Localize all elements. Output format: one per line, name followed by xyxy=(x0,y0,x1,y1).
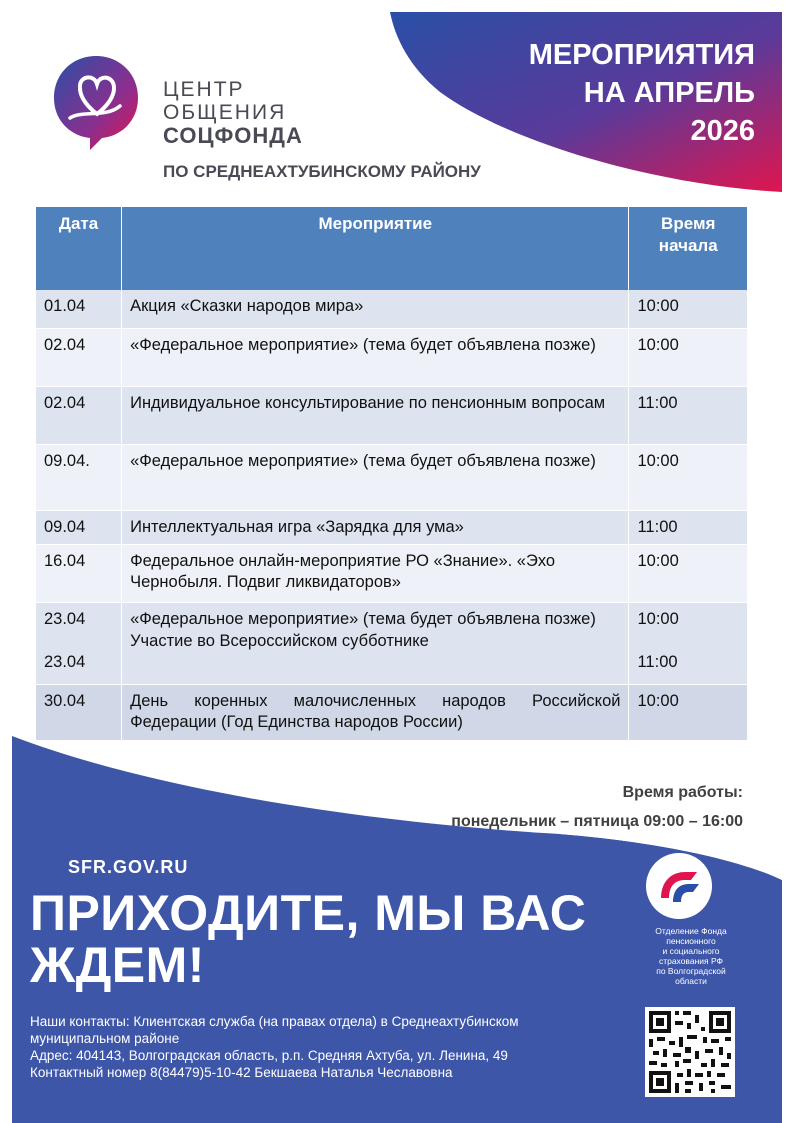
table-row xyxy=(36,510,748,544)
row-time: 10:00 xyxy=(629,444,748,510)
row-time: 10:00 xyxy=(629,328,748,386)
row-event: День коренных малочисленных народов Российской Федерации (Год Единства народов России) xyxy=(122,684,629,740)
sfr-logo-icon xyxy=(645,852,713,920)
row-time: 10:00 xyxy=(629,544,748,602)
row-date: 02.04 xyxy=(36,386,122,444)
events-table xyxy=(36,207,748,741)
row-time: 10:00 xyxy=(629,290,748,328)
district-subtitle: ПО СРЕДНЕАХТУБИНСКОМУ РАЙОНУ xyxy=(163,162,481,181)
table-header-row xyxy=(36,207,748,290)
qr-code-icon[interactable] xyxy=(645,1007,735,1097)
header-date: Дата xyxy=(36,207,122,290)
row-date: 30.04 xyxy=(36,684,122,740)
row-event: Акция «Сказки народов мира» xyxy=(122,290,629,328)
row-date: 23.04 23.04 xyxy=(36,602,122,684)
header-event: Мероприятие xyxy=(122,207,629,290)
row-event: Индивидуальное консультирование по пенсионным вопросам xyxy=(122,386,629,444)
row-date: 02.04 xyxy=(36,328,122,386)
row-time: 11:00 xyxy=(629,510,748,544)
row-date: 01.04 xyxy=(36,290,122,328)
slogan: ПРИХОДИТЕ, МЫ ВАС ЖДЕМ! xyxy=(30,885,587,993)
row-time: 10:00 xyxy=(629,684,748,740)
table-row xyxy=(36,386,748,444)
table-row xyxy=(36,290,748,328)
working-hours-text: понедельник – пятница 09:00 – 16:00 xyxy=(451,813,743,830)
row-event: «Федеральное мероприятие» (тема будет объявлена позже) xyxy=(122,328,629,386)
row-date: 16.04 xyxy=(36,544,122,602)
contacts-block: Наши контакты: Клиентская служба (на правах отдела) в Среднеахтубинском муниципальном районе Адрес: 404143, Волгоградская область, р.п. Средняя Ахтуба, ул. Ленина, 49 Контактный номер 8(84479)5-10-42 Бекшаева Наталья Чеславовна xyxy=(30,1014,519,1080)
brand-name: ЦЕНТР ОБЩЕНИЯ СОЦФОНДА xyxy=(163,78,303,148)
row-time: 10:00 11:00 xyxy=(629,602,748,684)
row-event: «Федеральное мероприятие» (тема будет объявлена позже) xyxy=(122,444,629,510)
table-row xyxy=(36,444,748,510)
page-title: МЕРОПРИЯТИЯ НА АПРЕЛЬ 2026 xyxy=(528,39,755,147)
table-row xyxy=(36,328,748,386)
row-time: 11:00 xyxy=(629,386,748,444)
row-event: Федеральное онлайн-мероприятие РО «Знание». «Эхо Чернобыля. Подвиг ликвидаторов» xyxy=(122,544,629,602)
table-row xyxy=(36,544,748,602)
row-date: 09.04. xyxy=(36,444,122,510)
website-link[interactable]: SFR.GOV.RU xyxy=(68,857,189,877)
header-time: Время начала xyxy=(629,207,748,290)
row-event: Интеллектуальная игра «Зарядка для ума» xyxy=(122,510,629,544)
row-event: «Федеральное мероприятие» (тема будет объявлена позже) Участие во Всероссийском субботнике xyxy=(122,602,629,684)
row-date: 09.04 xyxy=(36,510,122,544)
org-caption: Отделение Фонда пенсионного и социального страхования РФ по Волгоградской области xyxy=(655,926,727,986)
heart-speech-bubble-icon xyxy=(50,48,142,156)
working-hours-title: Время работы: xyxy=(622,784,743,801)
table-row xyxy=(36,602,748,684)
